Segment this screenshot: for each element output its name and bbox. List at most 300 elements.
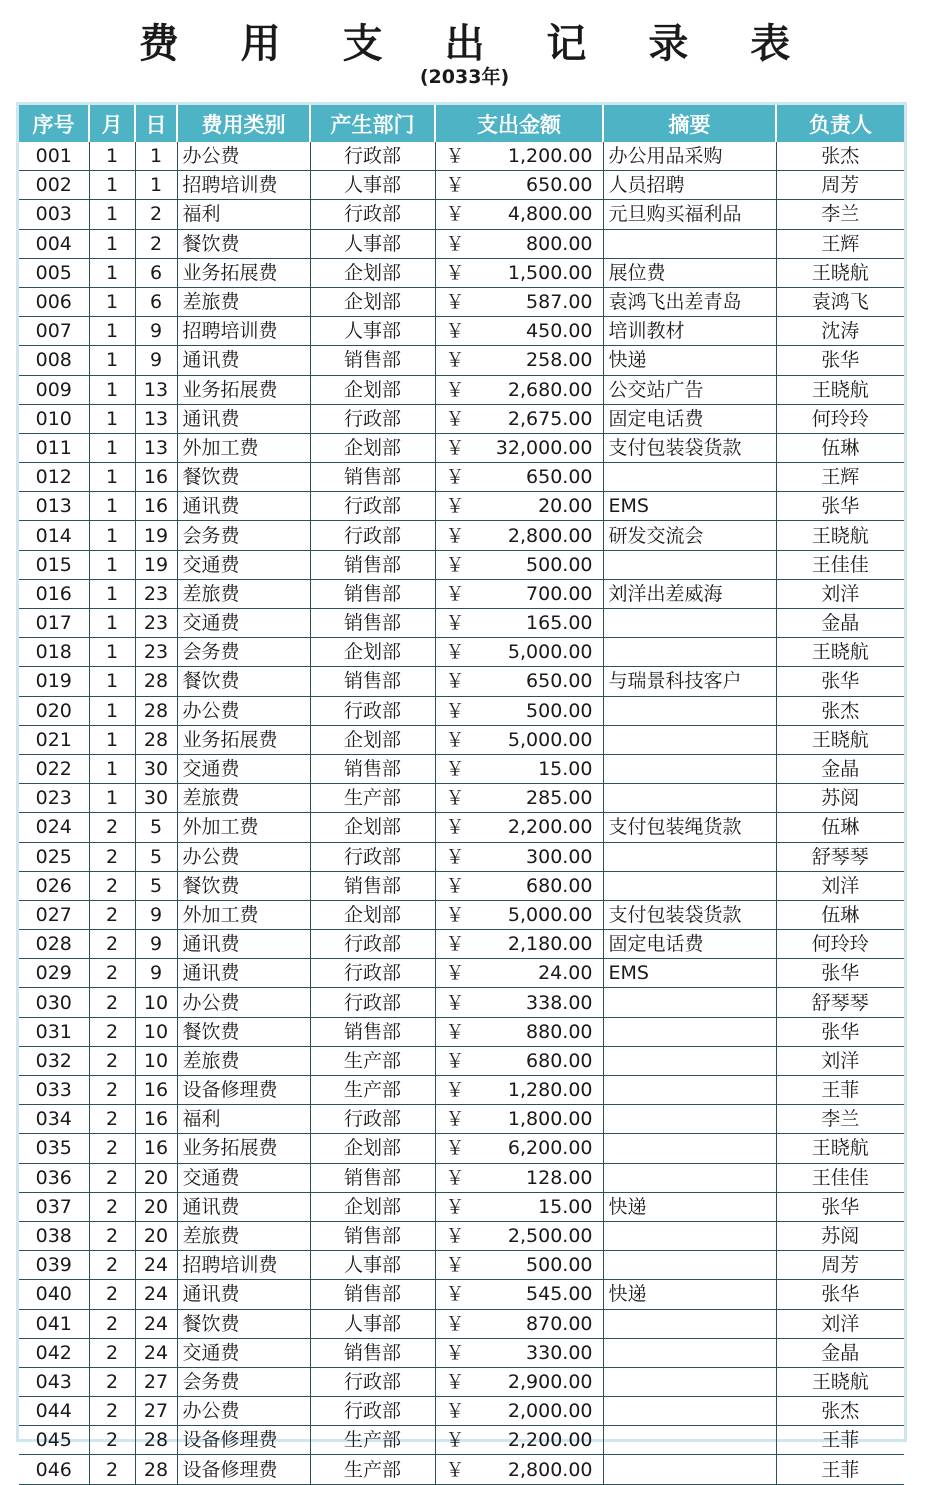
cell-id[interactable]: 007 bbox=[19, 317, 89, 346]
cell-owner[interactable]: 王辉 bbox=[776, 463, 904, 492]
cell-department[interactable]: 销售部 bbox=[310, 346, 435, 375]
cell-amount[interactable] bbox=[435, 930, 603, 959]
cell-id[interactable]: 037 bbox=[19, 1192, 89, 1221]
cell-month[interactable]: 2 bbox=[89, 900, 135, 929]
cell-owner[interactable]: 李兰 bbox=[776, 200, 904, 229]
table-row[interactable] bbox=[19, 258, 904, 287]
cell-department[interactable]: 企划部 bbox=[310, 1192, 435, 1221]
cell-month[interactable]: 1 bbox=[89, 375, 135, 404]
cell-day[interactable]: 2 bbox=[135, 200, 177, 229]
cell-department[interactable]: 人事部 bbox=[310, 229, 435, 258]
cell-day[interactable]: 28 bbox=[135, 667, 177, 696]
cell-day[interactable]: 5 bbox=[135, 842, 177, 871]
cell-id[interactable]: 019 bbox=[19, 667, 89, 696]
table-row[interactable] bbox=[19, 813, 904, 842]
cell-amount[interactable] bbox=[435, 346, 603, 375]
table-row[interactable] bbox=[19, 346, 904, 375]
cell-note[interactable]: 与瑞景科技客户 bbox=[603, 667, 776, 696]
cell-owner[interactable]: 金晶 bbox=[776, 609, 904, 638]
cell-category[interactable]: 差旅费 bbox=[177, 784, 310, 813]
cell-month[interactable]: 1 bbox=[89, 579, 135, 608]
cell-month[interactable]: 2 bbox=[89, 1280, 135, 1309]
cell-owner[interactable]: 何玲玲 bbox=[776, 404, 904, 433]
cell-amount[interactable] bbox=[435, 1134, 603, 1163]
cell-owner[interactable]: 伍琳 bbox=[776, 433, 904, 462]
cell-note[interactable] bbox=[603, 1338, 776, 1367]
cell-id[interactable]: 024 bbox=[19, 813, 89, 842]
cell-note[interactable] bbox=[603, 1455, 776, 1484]
cell-owner[interactable]: 王晓航 bbox=[776, 1134, 904, 1163]
table-row[interactable] bbox=[19, 638, 904, 667]
cell-category[interactable]: 餐饮费 bbox=[177, 229, 310, 258]
cell-note[interactable] bbox=[603, 696, 776, 725]
cell-department[interactable]: 企划部 bbox=[310, 433, 435, 462]
cell-category[interactable]: 餐饮费 bbox=[177, 1309, 310, 1338]
cell-note[interactable] bbox=[603, 1251, 776, 1280]
cell-note[interactable]: 支付包装袋货款 bbox=[603, 900, 776, 929]
cell-department[interactable]: 企划部 bbox=[310, 725, 435, 754]
cell-amount[interactable] bbox=[435, 667, 603, 696]
cell-note[interactable]: 支付包装绳货款 bbox=[603, 813, 776, 842]
cell-month[interactable]: 2 bbox=[89, 1455, 135, 1484]
cell-amount[interactable] bbox=[435, 317, 603, 346]
cell-id[interactable]: 039 bbox=[19, 1251, 89, 1280]
cell-id[interactable]: 043 bbox=[19, 1367, 89, 1396]
cell-amount[interactable] bbox=[435, 1017, 603, 1046]
cell-day[interactable]: 24 bbox=[135, 1280, 177, 1309]
cell-department[interactable]: 行政部 bbox=[310, 696, 435, 725]
cell-owner[interactable]: 张华 bbox=[776, 492, 904, 521]
cell-owner[interactable]: 王菲 bbox=[776, 1426, 904, 1455]
cell-owner[interactable]: 张杰 bbox=[776, 696, 904, 725]
cell-note[interactable] bbox=[603, 988, 776, 1017]
table-row[interactable] bbox=[19, 784, 904, 813]
cell-day[interactable]: 30 bbox=[135, 784, 177, 813]
table-row[interactable] bbox=[19, 1455, 904, 1484]
table-row[interactable] bbox=[19, 667, 904, 696]
cell-month[interactable]: 1 bbox=[89, 550, 135, 579]
cell-category[interactable]: 福利 bbox=[177, 200, 310, 229]
cell-note[interactable] bbox=[603, 1221, 776, 1250]
cell-category[interactable]: 外加工费 bbox=[177, 813, 310, 842]
cell-department[interactable]: 行政部 bbox=[310, 930, 435, 959]
cell-day[interactable]: 10 bbox=[135, 988, 177, 1017]
table-row[interactable] bbox=[19, 930, 904, 959]
cell-day[interactable]: 13 bbox=[135, 404, 177, 433]
cell-category[interactable]: 办公费 bbox=[177, 696, 310, 725]
cell-note[interactable] bbox=[603, 784, 776, 813]
cell-day[interactable]: 16 bbox=[135, 1134, 177, 1163]
cell-month[interactable]: 2 bbox=[89, 1046, 135, 1075]
cell-id[interactable]: 021 bbox=[19, 725, 89, 754]
cell-id[interactable]: 018 bbox=[19, 638, 89, 667]
table-row[interactable] bbox=[19, 1338, 904, 1367]
cell-id[interactable]: 036 bbox=[19, 1163, 89, 1192]
cell-amount[interactable] bbox=[435, 900, 603, 929]
cell-id[interactable]: 015 bbox=[19, 550, 89, 579]
cell-id[interactable]: 012 bbox=[19, 463, 89, 492]
cell-category[interactable]: 通讯费 bbox=[177, 404, 310, 433]
cell-department[interactable]: 生产部 bbox=[310, 1046, 435, 1075]
cell-note[interactable] bbox=[603, 1426, 776, 1455]
cell-day[interactable]: 20 bbox=[135, 1192, 177, 1221]
cell-category[interactable]: 交通费 bbox=[177, 1163, 310, 1192]
cell-day[interactable]: 30 bbox=[135, 754, 177, 783]
cell-category[interactable]: 交通费 bbox=[177, 550, 310, 579]
cell-month[interactable]: 1 bbox=[89, 492, 135, 521]
cell-note[interactable]: EMS bbox=[603, 492, 776, 521]
cell-id[interactable]: 005 bbox=[19, 258, 89, 287]
cell-amount[interactable] bbox=[435, 959, 603, 988]
cell-id[interactable]: 044 bbox=[19, 1397, 89, 1426]
table-row[interactable] bbox=[19, 579, 904, 608]
cell-month[interactable]: 2 bbox=[89, 930, 135, 959]
cell-department[interactable]: 人事部 bbox=[310, 317, 435, 346]
cell-category[interactable]: 通讯费 bbox=[177, 1192, 310, 1221]
cell-category[interactable]: 外加工费 bbox=[177, 433, 310, 462]
cell-amount[interactable] bbox=[435, 1397, 603, 1426]
cell-department[interactable]: 企划部 bbox=[310, 258, 435, 287]
cell-month[interactable]: 2 bbox=[89, 1397, 135, 1426]
cell-department[interactable]: 企划部 bbox=[310, 1134, 435, 1163]
cell-category[interactable]: 办公费 bbox=[177, 142, 310, 171]
cell-id[interactable]: 032 bbox=[19, 1046, 89, 1075]
cell-department[interactable]: 企划部 bbox=[310, 900, 435, 929]
cell-note[interactable] bbox=[603, 1076, 776, 1105]
cell-month[interactable]: 1 bbox=[89, 200, 135, 229]
cell-owner[interactable]: 刘洋 bbox=[776, 871, 904, 900]
cell-day[interactable]: 10 bbox=[135, 1046, 177, 1075]
cell-department[interactable]: 销售部 bbox=[310, 1221, 435, 1250]
cell-id[interactable]: 022 bbox=[19, 754, 89, 783]
cell-month[interactable]: 2 bbox=[89, 1163, 135, 1192]
cell-amount[interactable] bbox=[435, 988, 603, 1017]
cell-note[interactable]: 快递 bbox=[603, 1280, 776, 1309]
cell-owner[interactable]: 舒琴琴 bbox=[776, 988, 904, 1017]
cell-month[interactable]: 1 bbox=[89, 171, 135, 200]
cell-category[interactable]: 招聘培训费 bbox=[177, 171, 310, 200]
cell-department[interactable]: 行政部 bbox=[310, 1367, 435, 1396]
cell-department[interactable]: 行政部 bbox=[310, 492, 435, 521]
cell-month[interactable]: 1 bbox=[89, 696, 135, 725]
cell-owner[interactable]: 王晓航 bbox=[776, 1367, 904, 1396]
cell-category[interactable]: 通讯费 bbox=[177, 959, 310, 988]
cell-note[interactable]: 展位费 bbox=[603, 258, 776, 287]
cell-owner[interactable]: 王晓航 bbox=[776, 725, 904, 754]
table-row[interactable] bbox=[19, 1251, 904, 1280]
cell-amount[interactable] bbox=[435, 229, 603, 258]
cell-department[interactable]: 销售部 bbox=[310, 1163, 435, 1192]
cell-category[interactable]: 差旅费 bbox=[177, 287, 310, 316]
table-row[interactable] bbox=[19, 521, 904, 550]
cell-amount[interactable] bbox=[435, 287, 603, 316]
cell-category[interactable]: 通讯费 bbox=[177, 930, 310, 959]
cell-month[interactable]: 1 bbox=[89, 142, 135, 171]
cell-category[interactable]: 办公费 bbox=[177, 1397, 310, 1426]
cell-note[interactable]: 快递 bbox=[603, 1192, 776, 1221]
cell-amount[interactable] bbox=[435, 1251, 603, 1280]
cell-amount[interactable] bbox=[435, 521, 603, 550]
table-row[interactable] bbox=[19, 375, 904, 404]
cell-category[interactable]: 会务费 bbox=[177, 521, 310, 550]
cell-day[interactable]: 19 bbox=[135, 550, 177, 579]
cell-amount[interactable] bbox=[435, 1338, 603, 1367]
cell-day[interactable]: 19 bbox=[135, 521, 177, 550]
cell-category[interactable]: 差旅费 bbox=[177, 1221, 310, 1250]
table-row[interactable] bbox=[19, 433, 904, 462]
cell-amount[interactable] bbox=[435, 550, 603, 579]
cell-note[interactable]: 快递 bbox=[603, 346, 776, 375]
cell-day[interactable]: 2 bbox=[135, 229, 177, 258]
cell-month[interactable]: 2 bbox=[89, 1426, 135, 1455]
table-row[interactable] bbox=[19, 142, 904, 171]
cell-id[interactable]: 041 bbox=[19, 1309, 89, 1338]
cell-amount[interactable] bbox=[435, 1163, 603, 1192]
cell-owner[interactable]: 王晓航 bbox=[776, 521, 904, 550]
cell-category[interactable]: 餐饮费 bbox=[177, 871, 310, 900]
cell-amount[interactable] bbox=[435, 1426, 603, 1455]
cell-category[interactable]: 办公费 bbox=[177, 842, 310, 871]
cell-amount[interactable] bbox=[435, 433, 603, 462]
cell-day[interactable]: 28 bbox=[135, 696, 177, 725]
cell-id[interactable]: 038 bbox=[19, 1221, 89, 1250]
cell-id[interactable]: 040 bbox=[19, 1280, 89, 1309]
header-category[interactable]: 费用类别 bbox=[177, 105, 310, 142]
cell-owner[interactable]: 金晶 bbox=[776, 754, 904, 783]
cell-note[interactable]: 研发交流会 bbox=[603, 521, 776, 550]
cell-department[interactable]: 销售部 bbox=[310, 1017, 435, 1046]
cell-category[interactable]: 餐饮费 bbox=[177, 463, 310, 492]
cell-note[interactable] bbox=[603, 1046, 776, 1075]
cell-category[interactable]: 餐饮费 bbox=[177, 1017, 310, 1046]
cell-month[interactable]: 1 bbox=[89, 609, 135, 638]
cell-month[interactable]: 1 bbox=[89, 638, 135, 667]
header-id[interactable]: 序号 bbox=[19, 105, 89, 142]
cell-owner[interactable]: 金晶 bbox=[776, 1338, 904, 1367]
cell-note[interactable]: 公交站广告 bbox=[603, 375, 776, 404]
cell-day[interactable]: 1 bbox=[135, 142, 177, 171]
cell-month[interactable]: 1 bbox=[89, 784, 135, 813]
cell-id[interactable]: 020 bbox=[19, 696, 89, 725]
cell-owner[interactable]: 王晓航 bbox=[776, 638, 904, 667]
cell-day[interactable]: 28 bbox=[135, 1426, 177, 1455]
cell-amount[interactable] bbox=[435, 609, 603, 638]
header-note[interactable]: 摘要 bbox=[603, 105, 776, 142]
cell-owner[interactable]: 王佳佳 bbox=[776, 550, 904, 579]
table-row[interactable] bbox=[19, 1280, 904, 1309]
cell-day[interactable]: 24 bbox=[135, 1309, 177, 1338]
cell-department[interactable]: 销售部 bbox=[310, 871, 435, 900]
cell-department[interactable]: 销售部 bbox=[310, 609, 435, 638]
cell-category[interactable]: 设备修理费 bbox=[177, 1455, 310, 1484]
cell-amount[interactable] bbox=[435, 579, 603, 608]
table-row[interactable] bbox=[19, 1046, 904, 1075]
table-row[interactable] bbox=[19, 1309, 904, 1338]
cell-month[interactable]: 1 bbox=[89, 287, 135, 316]
header-day[interactable]: 日 bbox=[135, 105, 177, 142]
cell-day[interactable]: 9 bbox=[135, 346, 177, 375]
cell-id[interactable]: 042 bbox=[19, 1338, 89, 1367]
cell-day[interactable]: 23 bbox=[135, 609, 177, 638]
cell-id[interactable]: 004 bbox=[19, 229, 89, 258]
cell-id[interactable]: 009 bbox=[19, 375, 89, 404]
cell-owner[interactable]: 张华 bbox=[776, 959, 904, 988]
cell-id[interactable]: 035 bbox=[19, 1134, 89, 1163]
cell-day[interactable]: 13 bbox=[135, 433, 177, 462]
cell-note[interactable] bbox=[603, 229, 776, 258]
table-row[interactable] bbox=[19, 1426, 904, 1455]
cell-day[interactable]: 27 bbox=[135, 1397, 177, 1426]
table-row[interactable] bbox=[19, 696, 904, 725]
cell-amount[interactable] bbox=[435, 1046, 603, 1075]
cell-day[interactable]: 10 bbox=[135, 1017, 177, 1046]
cell-note[interactable]: EMS bbox=[603, 959, 776, 988]
cell-month[interactable]: 1 bbox=[89, 521, 135, 550]
cell-owner[interactable]: 张华 bbox=[776, 346, 904, 375]
cell-day[interactable]: 6 bbox=[135, 258, 177, 287]
cell-day[interactable]: 23 bbox=[135, 579, 177, 608]
cell-note[interactable] bbox=[603, 550, 776, 579]
cell-category[interactable]: 差旅费 bbox=[177, 1046, 310, 1075]
cell-amount[interactable] bbox=[435, 1221, 603, 1250]
cell-month[interactable]: 2 bbox=[89, 1338, 135, 1367]
cell-owner[interactable]: 袁鸿飞 bbox=[776, 287, 904, 316]
cell-owner[interactable]: 张华 bbox=[776, 1192, 904, 1221]
cell-id[interactable]: 028 bbox=[19, 930, 89, 959]
cell-amount[interactable] bbox=[435, 725, 603, 754]
table-row[interactable] bbox=[19, 1105, 904, 1134]
cell-day[interactable]: 5 bbox=[135, 813, 177, 842]
cell-category[interactable]: 业务拓展费 bbox=[177, 1134, 310, 1163]
cell-day[interactable]: 27 bbox=[135, 1367, 177, 1396]
cell-day[interactable]: 6 bbox=[135, 287, 177, 316]
table-row[interactable] bbox=[19, 317, 904, 346]
header-owner[interactable]: 负责人 bbox=[776, 105, 904, 142]
cell-note[interactable] bbox=[603, 463, 776, 492]
cell-id[interactable]: 011 bbox=[19, 433, 89, 462]
cell-owner[interactable]: 王佳佳 bbox=[776, 1163, 904, 1192]
cell-day[interactable]: 9 bbox=[135, 930, 177, 959]
cell-category[interactable]: 办公费 bbox=[177, 988, 310, 1017]
cell-note[interactable] bbox=[603, 1017, 776, 1046]
cell-department[interactable]: 销售部 bbox=[310, 1280, 435, 1309]
cell-owner[interactable]: 舒琴琴 bbox=[776, 842, 904, 871]
table-row[interactable] bbox=[19, 404, 904, 433]
cell-day[interactable]: 9 bbox=[135, 900, 177, 929]
cell-day[interactable]: 9 bbox=[135, 959, 177, 988]
table-row[interactable] bbox=[19, 1134, 904, 1163]
table-row[interactable] bbox=[19, 1017, 904, 1046]
cell-owner[interactable]: 王辉 bbox=[776, 229, 904, 258]
cell-amount[interactable] bbox=[435, 696, 603, 725]
cell-note[interactable] bbox=[603, 1397, 776, 1426]
table-row[interactable] bbox=[19, 463, 904, 492]
cell-day[interactable]: 24 bbox=[135, 1251, 177, 1280]
cell-month[interactable]: 1 bbox=[89, 346, 135, 375]
cell-note[interactable]: 刘洋出差威海 bbox=[603, 579, 776, 608]
cell-category[interactable]: 交通费 bbox=[177, 609, 310, 638]
cell-owner[interactable]: 沈涛 bbox=[776, 317, 904, 346]
cell-department[interactable]: 行政部 bbox=[310, 200, 435, 229]
cell-id[interactable]: 013 bbox=[19, 492, 89, 521]
header-amount[interactable]: 支出金额 bbox=[435, 105, 603, 142]
cell-amount[interactable] bbox=[435, 463, 603, 492]
cell-note[interactable]: 元旦购买福利品 bbox=[603, 200, 776, 229]
header-department[interactable]: 产生部门 bbox=[310, 105, 435, 142]
cell-day[interactable]: 13 bbox=[135, 375, 177, 404]
cell-note[interactable]: 固定电话费 bbox=[603, 930, 776, 959]
cell-category[interactable]: 设备修理费 bbox=[177, 1076, 310, 1105]
cell-id[interactable]: 030 bbox=[19, 988, 89, 1017]
cell-amount[interactable] bbox=[435, 492, 603, 521]
cell-id[interactable]: 017 bbox=[19, 609, 89, 638]
cell-category[interactable]: 交通费 bbox=[177, 754, 310, 783]
cell-owner[interactable]: 王晓航 bbox=[776, 375, 904, 404]
cell-day[interactable]: 9 bbox=[135, 317, 177, 346]
cell-department[interactable]: 销售部 bbox=[310, 550, 435, 579]
table-row[interactable] bbox=[19, 171, 904, 200]
cell-note[interactable] bbox=[603, 754, 776, 783]
cell-category[interactable]: 业务拓展费 bbox=[177, 725, 310, 754]
cell-amount[interactable] bbox=[435, 1280, 603, 1309]
cell-department[interactable]: 销售部 bbox=[310, 754, 435, 783]
cell-note[interactable]: 袁鸿飞出差青岛 bbox=[603, 287, 776, 316]
cell-category[interactable]: 外加工费 bbox=[177, 900, 310, 929]
cell-month[interactable]: 2 bbox=[89, 1192, 135, 1221]
cell-month[interactable]: 1 bbox=[89, 229, 135, 258]
cell-month[interactable]: 2 bbox=[89, 1251, 135, 1280]
cell-id[interactable]: 002 bbox=[19, 171, 89, 200]
cell-note[interactable]: 办公用品采购 bbox=[603, 142, 776, 171]
cell-category[interactable]: 餐饮费 bbox=[177, 667, 310, 696]
cell-note[interactable] bbox=[603, 871, 776, 900]
cell-amount[interactable] bbox=[435, 871, 603, 900]
cell-amount[interactable] bbox=[435, 1192, 603, 1221]
cell-id[interactable]: 023 bbox=[19, 784, 89, 813]
cell-owner[interactable]: 张华 bbox=[776, 1280, 904, 1309]
cell-note[interactable] bbox=[603, 1309, 776, 1338]
cell-amount[interactable] bbox=[435, 404, 603, 433]
cell-day[interactable]: 20 bbox=[135, 1221, 177, 1250]
cell-month[interactable]: 2 bbox=[89, 871, 135, 900]
cell-category[interactable]: 交通费 bbox=[177, 1338, 310, 1367]
table-row[interactable] bbox=[19, 492, 904, 521]
cell-month[interactable]: 2 bbox=[89, 1134, 135, 1163]
cell-department[interactable]: 行政部 bbox=[310, 521, 435, 550]
cell-day[interactable]: 20 bbox=[135, 1163, 177, 1192]
cell-owner[interactable]: 伍琳 bbox=[776, 813, 904, 842]
table-row[interactable] bbox=[19, 900, 904, 929]
cell-note[interactable] bbox=[603, 1163, 776, 1192]
cell-month[interactable]: 2 bbox=[89, 1017, 135, 1046]
cell-department[interactable]: 行政部 bbox=[310, 1397, 435, 1426]
cell-owner[interactable]: 张杰 bbox=[776, 142, 904, 171]
table-row[interactable] bbox=[19, 871, 904, 900]
cell-note[interactable] bbox=[603, 842, 776, 871]
cell-category[interactable]: 通讯费 bbox=[177, 492, 310, 521]
cell-amount[interactable] bbox=[435, 375, 603, 404]
cell-category[interactable]: 会务费 bbox=[177, 638, 310, 667]
cell-note[interactable]: 培训教材 bbox=[603, 317, 776, 346]
cell-department[interactable]: 行政部 bbox=[310, 1105, 435, 1134]
cell-amount[interactable] bbox=[435, 842, 603, 871]
cell-department[interactable]: 行政部 bbox=[310, 959, 435, 988]
cell-owner[interactable]: 周芳 bbox=[776, 1251, 904, 1280]
cell-month[interactable]: 1 bbox=[89, 433, 135, 462]
cell-month[interactable]: 1 bbox=[89, 725, 135, 754]
cell-id[interactable]: 001 bbox=[19, 142, 89, 171]
cell-note[interactable] bbox=[603, 1134, 776, 1163]
